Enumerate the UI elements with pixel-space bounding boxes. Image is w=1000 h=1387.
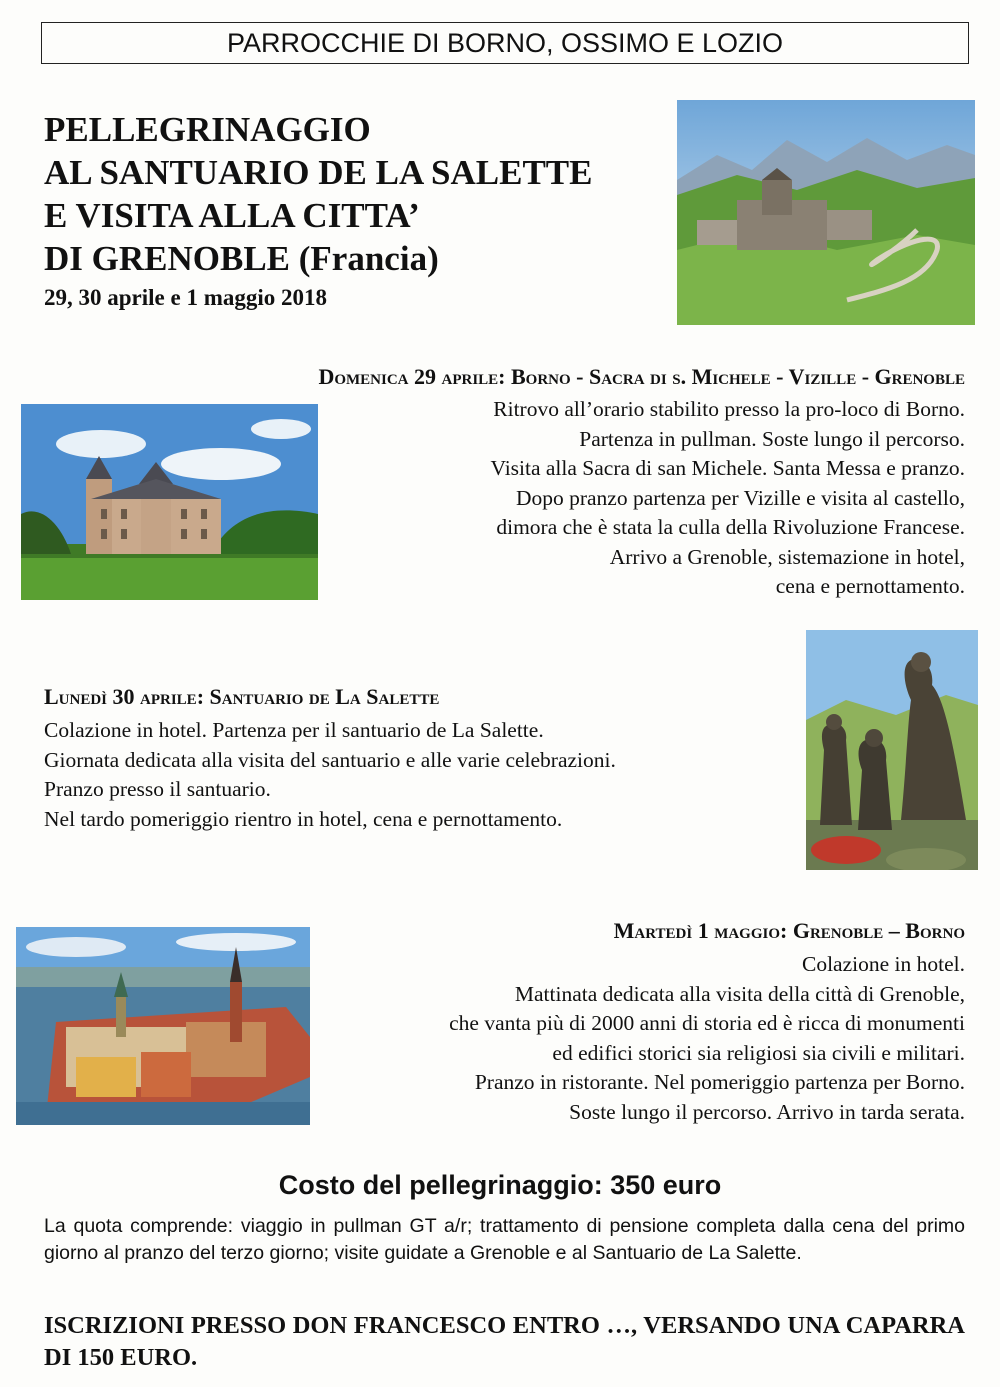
day-heading: Lunedì 30 aprile: Santuario de La Salette <box>44 684 440 709</box>
sanctuary-photo <box>677 100 975 325</box>
description-line: Mattinata dedicata alla visita della città di Grenoble, <box>514 981 965 1006</box>
description-line: cena e pernottamento. <box>775 574 965 598</box>
description-line: Arrivo a Grenoble, sistemazione in hotel, <box>609 544 965 569</box>
description-line: Visita alla Sacra di san Michele. Santa Messa e pranzo. <box>490 456 965 480</box>
description-line: Pranzo in ristorante. Nel pomeriggio partenza per Borno. <box>474 1070 965 1094</box>
description-line: Partenza in pullman. Soste lungo il percorso. <box>579 426 965 451</box>
pilgrimage-cost: Costo del pellegrinaggio: 350 euro <box>278 1170 722 1200</box>
day-description <box>44 716 616 834</box>
description-line: Giornata dedicata alla visita del santuario e alle varie celebrazioni. <box>44 747 616 772</box>
description-line: Pranzo presso il santuario. <box>44 777 271 801</box>
statues-photo <box>806 630 978 870</box>
title-line: DI GRENOBLE (Francia) <box>44 239 439 278</box>
description-line: Colazione in hotel. Partenza per il santuario de La Salette. <box>44 718 544 742</box>
title-line: PELLEGRINAGGIO <box>44 110 371 149</box>
registration-notice: ISCRIZIONI PRESSO DON FRANCESCO ENTRO …, VERSANDO UNA CAPARRA DI 150 EURO. <box>44 1312 965 1371</box>
day-description <box>449 950 965 1127</box>
description-line: Nel tardo pomeriggio rientro in hotel, cena e pernottamento. <box>44 806 563 831</box>
description-line: che vanta più di 2000 anni di storia ed è ricca di monumenti <box>449 1011 965 1035</box>
page-title <box>44 108 593 280</box>
description-line: ed edifici storici sia religiosi sia civili e militari. <box>552 1040 965 1065</box>
day-description <box>490 395 965 602</box>
description-line: Soste lungo il percorso. Arrivo in tarda serata. <box>569 1099 965 1124</box>
title-line: AL SANTUARIO DE LA SALETTE <box>44 153 593 192</box>
description-line: Colazione in hotel. <box>801 952 965 976</box>
description-line: dimora che è stata la culla della Rivoluzione Francese. <box>496 515 965 539</box>
parishes-header: PARROCCHIE DI BORNO, OSSIMO E LOZIO <box>41 22 969 64</box>
castle-photo <box>21 404 318 600</box>
description-line: Ritrovo all’orario stabilito presso la pro-loco di Borno. <box>493 397 965 421</box>
day-heading: Domenica 29 aprile: Borno - Sacra di s. Michele - Vizille - Grenoble <box>318 364 965 389</box>
day-heading: Martedì 1 maggio: Grenoble – Borno <box>613 918 965 943</box>
price-includes: La quota comprende: viaggio in pullman GT a/r; trattamento di pensione completa dalla cena del primo giorno al pranzo del terzo giorno; visite guidate a Grenoble e al Santuario de La Salette. <box>44 1215 965 1264</box>
description-line: Dopo pranzo partenza per Vizille e visita al castello, <box>515 485 965 510</box>
trip-dates: 29, 30 aprile e 1 maggio 2018 <box>44 285 327 310</box>
title-line: E VISITA ALLA CITTA’ <box>44 196 420 235</box>
city-photo <box>16 927 310 1125</box>
